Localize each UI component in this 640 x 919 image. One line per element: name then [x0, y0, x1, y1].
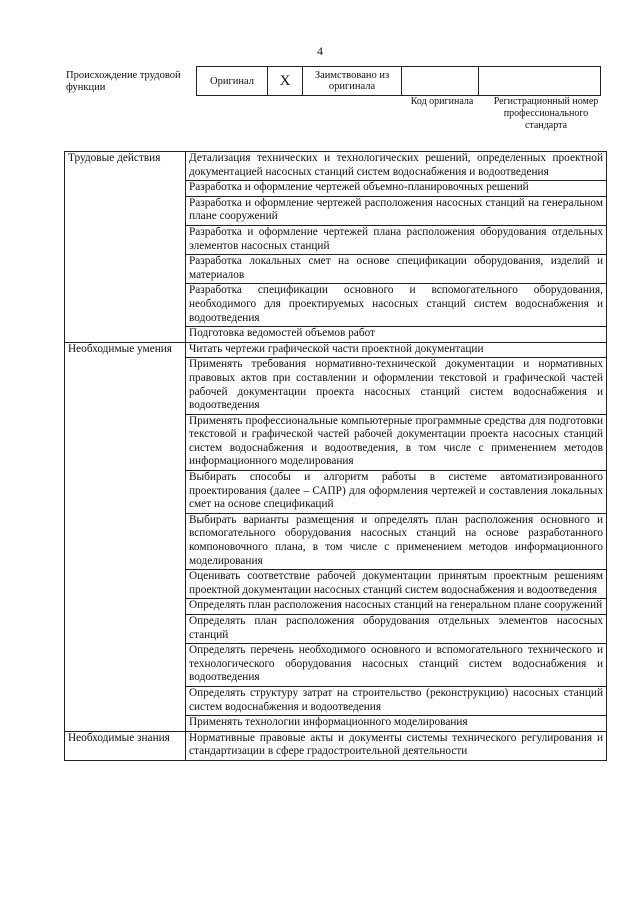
origin-label: Происхождение трудовой функции	[66, 70, 181, 93]
table-cell: Разработка и оформление чертежей расположения насосных станций на генеральном плане сооружений	[186, 196, 607, 225]
page-number: 4	[317, 44, 323, 58]
table-cell: Разработка и оформление чертежей объемно-планировочных решений	[186, 181, 607, 197]
table-cell: Применять требования нормативно-технической документации и нормативных правовых актов при составлении и оформлении текстовой и графической частей рабочей документации проекта насосных станций систем водоснабжения и водоотведения	[186, 358, 607, 414]
table-cell: Читать чертежи графической части проектной документации	[186, 342, 607, 358]
original-cell: Оригинал	[197, 67, 268, 96]
code-cell	[402, 67, 479, 96]
table-cell: Выбирать способы и алгоритм работы в системе автоматизированного проектирования (далее – САПР) для оформления чертежей и составления локальных смет на основе спецификаций	[186, 471, 607, 514]
origin-grid	[196, 66, 601, 96]
registration-caption: Регистрационный номер профессионального стандарта	[493, 96, 599, 131]
table-cell: Разработка локальных смет на основе спецификации оборудования, изделий и материалов	[186, 255, 607, 284]
table-cell: Определять структуру затрат на строительство (реконструкцию) насосных станций систем водоснабжения и водоотведения	[186, 686, 607, 715]
table-cell: Нормативные правовые акты и документы системы технического регулирования и стандартизации в сфере градостроительной деятельности	[186, 731, 607, 760]
table-row	[65, 731, 607, 760]
table-cell: Определять план расположения насосных станций на генеральном плане сооружений	[186, 599, 607, 615]
section-title: Необходимые умения	[65, 342, 186, 731]
table-row	[65, 342, 607, 358]
table-cell: Разработка и оформление чертежей плана расположения оборудования отдельных элементов насосных станций	[186, 225, 607, 254]
original-mark: X	[268, 67, 303, 96]
table-cell: Применять технологии информационного моделирования	[186, 716, 607, 732]
registration-cell	[479, 67, 601, 96]
table-cell: Определять перечень необходимого основного и вспомогательного технического и технологического оборудования насосных станций систем водоснабжения и водоотведения	[186, 644, 607, 687]
section-title: Трудовые действия	[65, 152, 186, 343]
table-cell: Применять профессиональные компьютерные программные средства для подготовки текстовой и графической частей рабочей документации проекта насосных станций систем водоснабжения и водоотведения, в том числе с применением методов информационного моделирования	[186, 414, 607, 470]
code-caption: Код оригинала	[410, 96, 474, 107]
labor-function-table	[64, 151, 607, 761]
table-cell: Подготовка ведомостей объемов работ	[186, 327, 607, 343]
table-cell: Разработка спецификации основного и вспомогательного оборудования, необходимого для проектируемых насосных станций систем водоснабжения и водоотведения	[186, 284, 607, 327]
table-cell: Детализация технических и технологических решений, определенных проектной документацией насосных станций систем водоснабжения и водоотведения	[186, 152, 607, 181]
table-row	[65, 152, 607, 181]
table-cell: Выбирать варианты размещения и определять план расположения основного и вспомогательного оборудования насосных станций на основе разработанного компоновочного плана, в том числе с применением методов информационного моделирования	[186, 513, 607, 569]
table-cell: Оценивать соответствие рабочей документации принятым проектным решениям проектной документации насосных станций систем водоснабжения и водоотведения	[186, 570, 607, 599]
borrowed-cell: Заимствовано из оригинала	[303, 67, 402, 96]
table-cell: Определять план расположения оборудования отдельных элементов насосных станций	[186, 615, 607, 644]
section-title: Необходимые знания	[65, 731, 186, 760]
